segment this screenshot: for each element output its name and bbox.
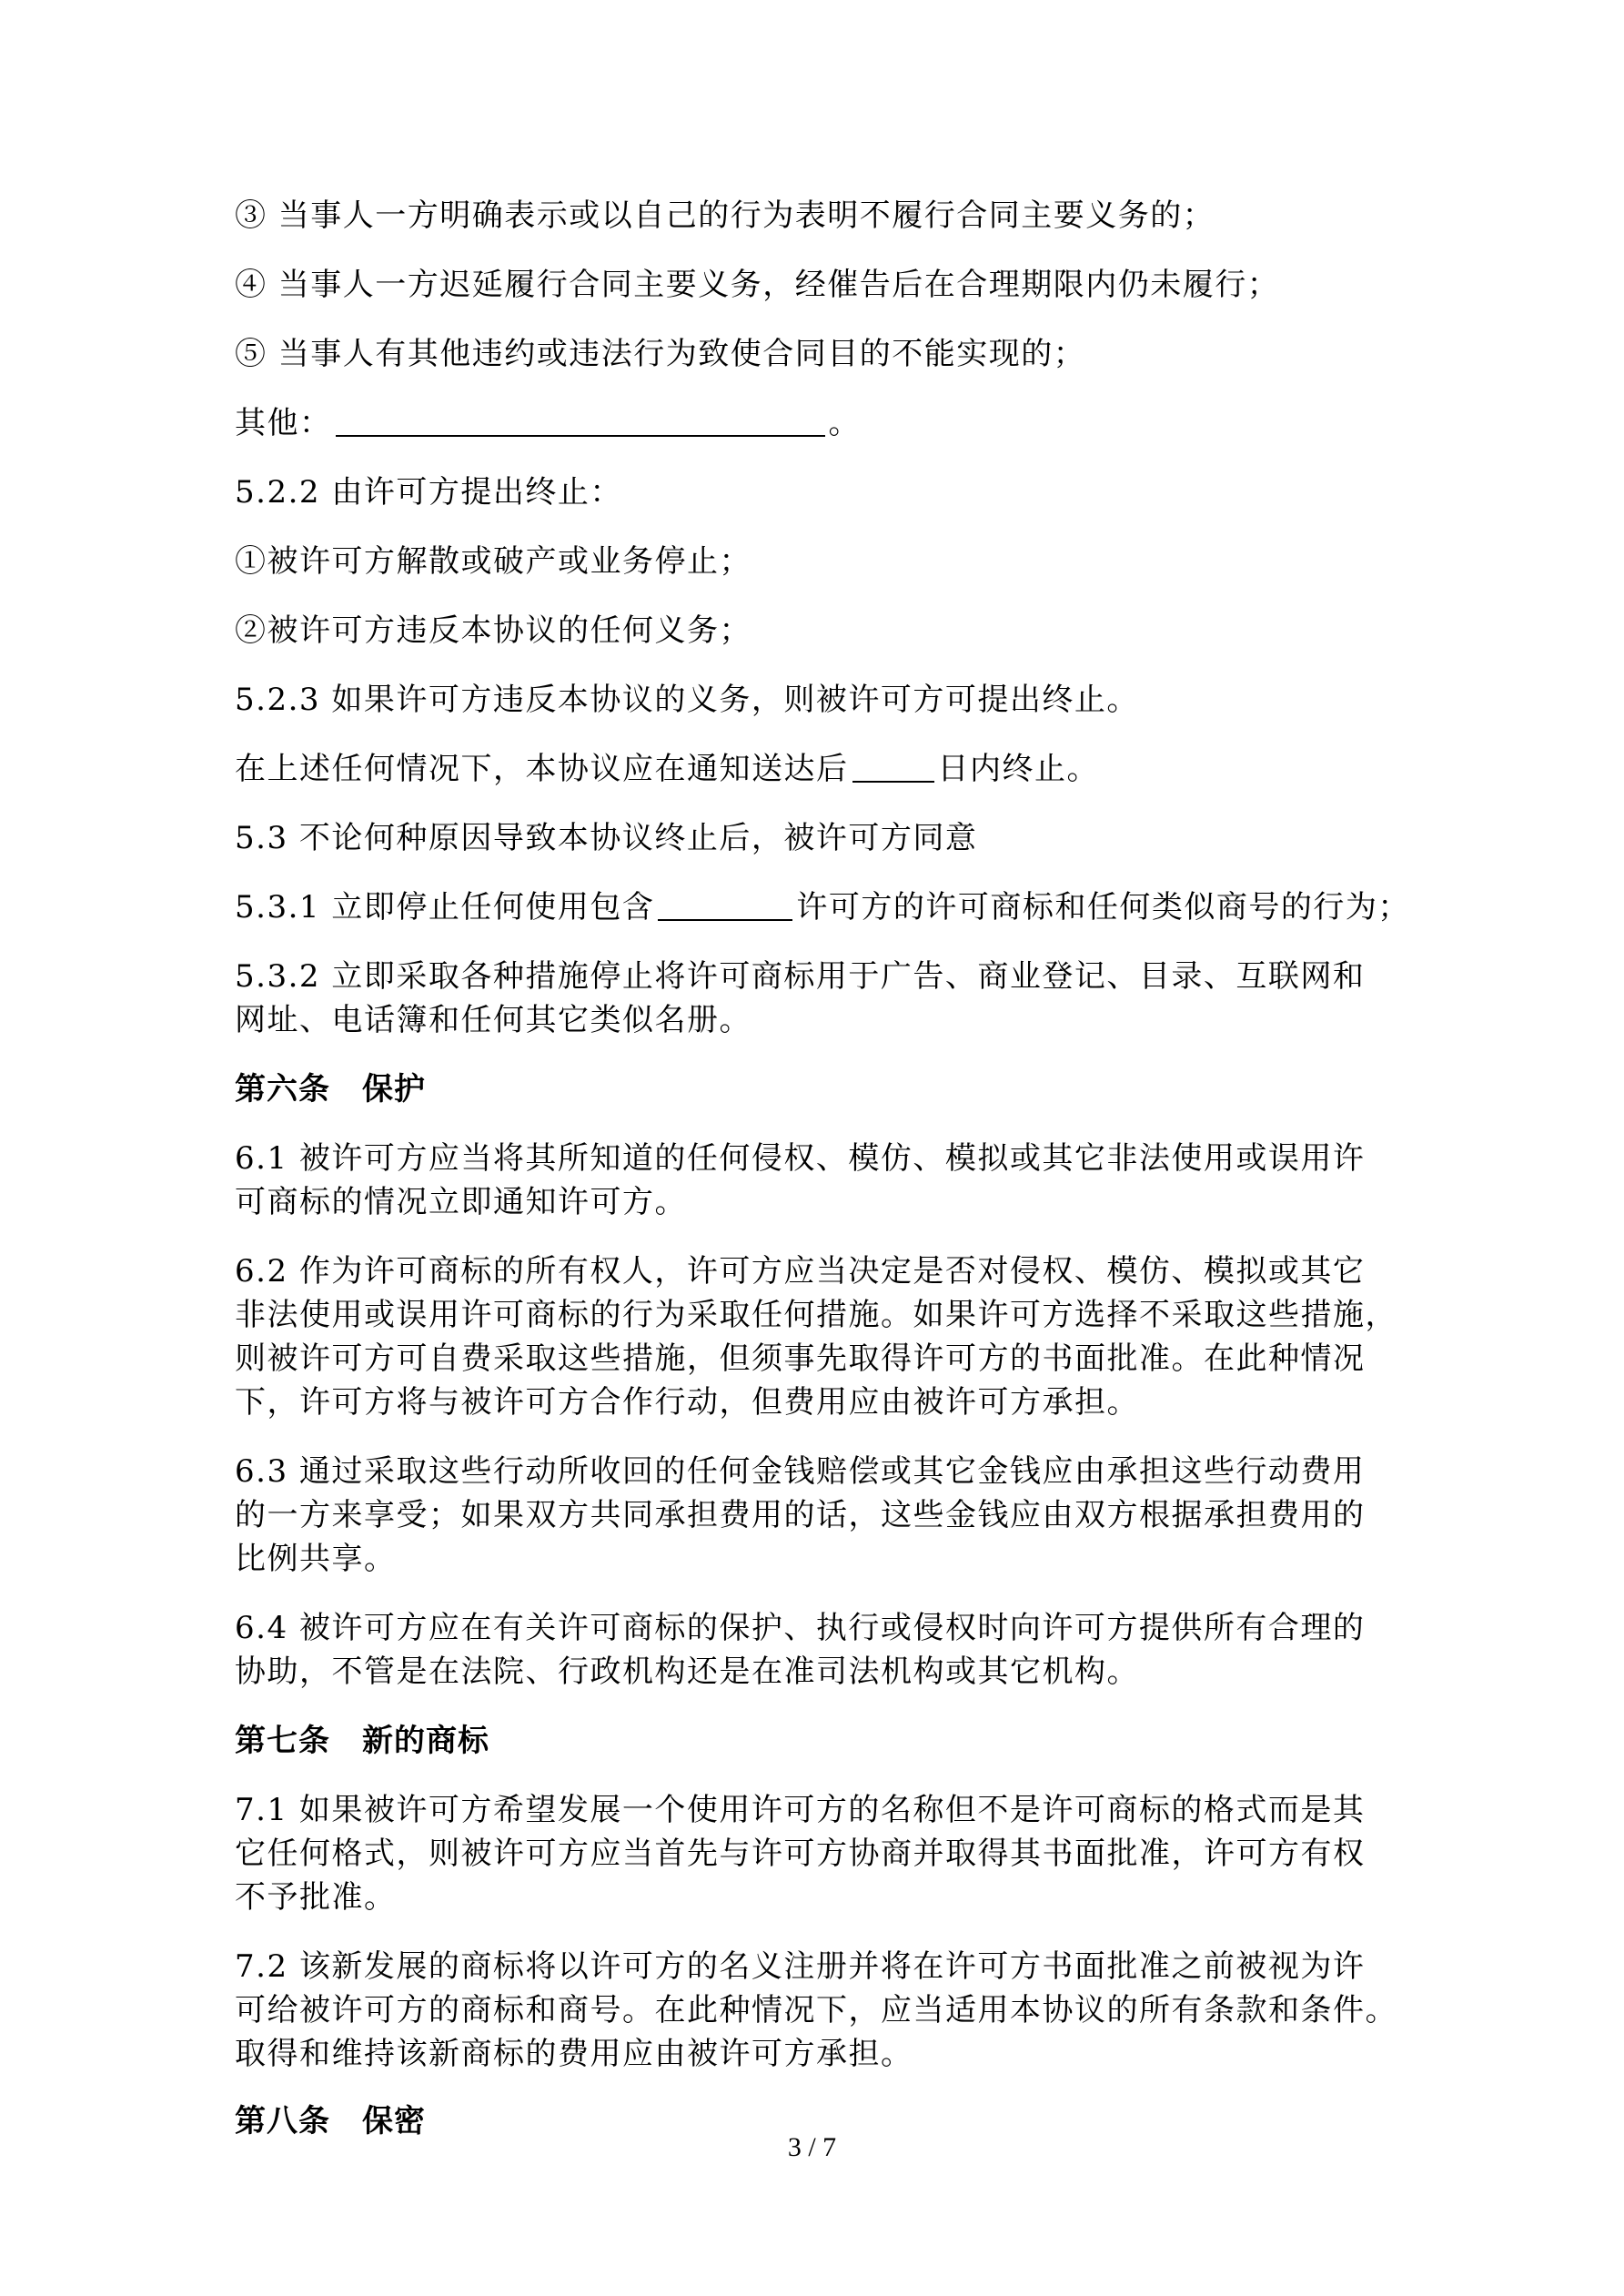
text: ②被许可方违反本协议的任何义务； <box>235 612 751 649</box>
text: 其他： <box>235 405 332 441</box>
text-line-6-4-cont <box>235 1649 1139 1694</box>
text-line-5-3-1 <box>235 885 1410 930</box>
text-line-6-1 <box>235 1136 1365 1181</box>
text-line-7-1-cont-1 <box>235 1831 1366 1876</box>
text-line-notice-days <box>235 746 1099 792</box>
text-line-6-1-cont <box>235 1179 687 1225</box>
text: 5.2.3 如果许可方违反本协议的义务，则被许可方可提出终止。 <box>235 682 1139 718</box>
heading-article-6 <box>235 1067 426 1112</box>
text-line-5-2-3 <box>235 677 1139 723</box>
text-line-5-3 <box>235 815 977 861</box>
text-line-5-3-2-cont <box>235 997 751 1043</box>
blank-field-name[interactable] <box>658 892 792 921</box>
text: 协助，不管是在法院、行政机构还是在准司法机构或其它机构。 <box>235 1654 1139 1690</box>
page-number: 3 / 7 <box>787 2132 837 2162</box>
text: 网址、电话簿和任何其它类似名册。 <box>235 1002 751 1038</box>
text: 5.3 不论何种原因导致本协议终止后，被许可方同意 <box>235 820 978 856</box>
text: 下，许可方将与被许可方合作行动，但费用应由被许可方承担。 <box>235 1384 1139 1421</box>
text: 7.1 如果被许可方希望发展一个使用许可方的名称但不是许可商标的格式而是其 <box>235 1792 1366 1828</box>
text: 5.2.2 由许可方提出终止： <box>235 474 622 511</box>
text: 第七条 新的商标 <box>235 1723 489 1759</box>
text-line-7-2-cont-1 <box>235 1988 1397 2033</box>
text-line-6-4 <box>235 1605 1365 1651</box>
text: 在上述任何情况下，本协议应在通知送达后 <box>235 751 849 787</box>
heading-article-7 <box>235 1718 489 1764</box>
text-line-item-4 <box>235 262 1279 308</box>
text: 6.1 被许可方应当将其所知道的任何侵权、模仿、模拟或其它非法使用或误用许 <box>235 1140 1366 1177</box>
text: 它任何格式，则被许可方应当首先与许可方协商并取得其书面批准，许可方有权 <box>235 1836 1366 1872</box>
text: 不予批准。 <box>235 1879 397 1916</box>
text-line-6-2-cont-3 <box>235 1380 1139 1425</box>
text-line-7-2 <box>235 1944 1365 1989</box>
text-line-item-3 <box>235 193 1215 238</box>
text: ③ 当事人一方明确表示或以自己的行为表明不履行合同主要义务的； <box>235 197 1215 234</box>
text: 日内终止。 <box>937 751 1099 787</box>
text: ⑤ 当事人有其他违约或违法行为致使合同目的不能实现的； <box>235 336 1086 372</box>
text-line-7-1-cont-2 <box>235 1875 397 1920</box>
text-line-6-2-cont-1 <box>235 1292 1397 1338</box>
text-line-7-1 <box>235 1787 1365 1833</box>
text-line-6-2 <box>235 1249 1365 1294</box>
text: 许可方的许可商标和任何类似商号的行为； <box>796 889 1410 925</box>
text: 6.3 通过采取这些行动所收回的任何金钱赔偿或其它金钱应由承担这些行动费用 <box>235 1453 1366 1490</box>
text: 7.2 该新发展的商标将以许可方的名义注册并将在许可方书面批准之前被视为许 <box>235 1948 1366 1985</box>
text: ①被许可方解散或破产或业务停止； <box>235 543 751 580</box>
text: ④ 当事人一方迟延履行合同主要义务，经催告后在合理期限内仍未履行； <box>235 267 1280 303</box>
text: 6.2 作为许可商标的所有权人，许可方应当决定是否对侵权、模仿、模拟或其它 <box>235 1253 1366 1290</box>
text: 第六条 保护 <box>235 1071 426 1108</box>
text-line-7-2-cont-2 <box>235 2031 913 2077</box>
text-line-other <box>235 400 861 446</box>
text-line-item-5 <box>235 331 1085 377</box>
text-line-5-2-2-a <box>235 539 751 584</box>
text-line-5-3-2 <box>235 954 1365 999</box>
text-line-6-3-cont-1 <box>235 1492 1366 1538</box>
text: 可商标的情况立即通知许可方。 <box>235 1184 687 1220</box>
text: 取得和维持该新商标的费用应由被许可方承担。 <box>235 2036 913 2072</box>
text: 第八条 保密 <box>235 2103 426 2139</box>
text-line-6-2-cont-2 <box>235 1336 1366 1381</box>
text: 6.4 被许可方应在有关许可商标的保护、执行或侵权时向许可方提供所有合理的 <box>235 1610 1366 1646</box>
blank-field-other[interactable] <box>336 408 825 437</box>
text: 。 <box>828 405 861 441</box>
text: 可给被许可方的商标和商号。在此种情况下，应当适用本协议的所有条款和条件。 <box>235 1992 1397 2028</box>
text: 5.3.2 立即采取各种措施停止将许可商标用于广告、商业登记、目录、互联网和 <box>235 958 1366 995</box>
text-line-6-3 <box>235 1449 1365 1494</box>
text: 5.3.1 立即停止任何使用包含 <box>235 889 655 925</box>
text-line-5-2-2-b <box>235 608 751 653</box>
text-line-6-3-cont-2 <box>235 1536 397 1582</box>
text: 的一方来享受；如果双方共同承担费用的话，这些金钱应由双方根据承担费用的 <box>235 1497 1366 1533</box>
text: 则被许可方可自费采取这些措施，但须事先取得许可方的书面批准。在此种情况 <box>235 1340 1366 1377</box>
blank-field-days[interactable] <box>852 754 934 783</box>
text: 比例共享。 <box>235 1541 397 1577</box>
text: 非法使用或误用许可商标的行为采取任何措施。如果许可方选择不采取这些措施， <box>235 1297 1397 1333</box>
text-line-5-2-2 <box>235 470 622 515</box>
